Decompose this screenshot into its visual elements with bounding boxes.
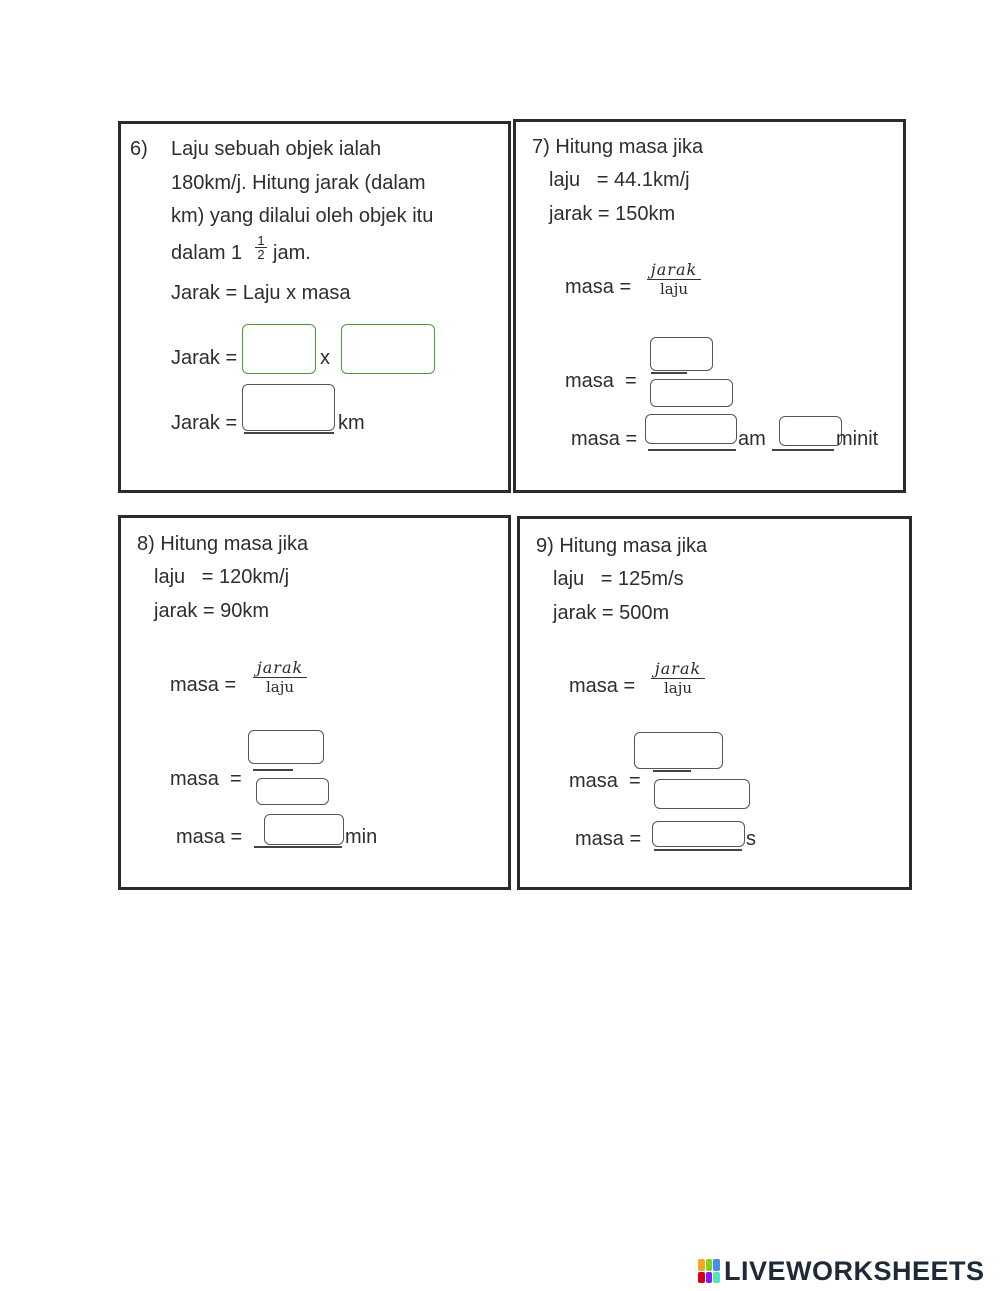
logo-tile <box>706 1272 713 1284</box>
question-9-answer-input[interactable] <box>652 821 745 847</box>
question-8-fraction-bar <box>253 769 293 771</box>
question-9-formula-label: masa = <box>569 675 636 697</box>
formula-numerator: jarak <box>650 260 698 279</box>
logo-tile <box>713 1272 720 1284</box>
question-8-answer-underline <box>254 846 342 848</box>
question-7-formula-label: masa = <box>565 276 632 298</box>
question-9-fraction-bar <box>653 770 691 772</box>
question-6-half-fraction <box>255 234 267 261</box>
question-7-formula-fraction <box>647 261 701 298</box>
liveworksheets-logo-icon <box>698 1259 720 1283</box>
question-7-card <box>513 119 906 493</box>
question-6-km-unit: km <box>338 412 365 434</box>
half-fraction-denominator: 2 <box>255 247 267 261</box>
question-8-card <box>118 515 511 890</box>
question-8-jarak: jarak = 90km <box>154 600 270 622</box>
question-7-jam-underline <box>648 449 736 451</box>
question-9-laju: laju = 125m/s <box>553 568 684 590</box>
question-8-denominator-input[interactable] <box>256 778 329 805</box>
question-8-min-unit: min <box>345 826 378 848</box>
question-8-formula-label: masa = <box>170 674 237 696</box>
question-7-jarak: jarak = 150km <box>549 203 676 225</box>
logo-tile <box>713 1259 720 1271</box>
question-8-title: 8) Hitung masa jika <box>137 533 309 555</box>
question-7-denominator-input[interactable] <box>650 379 733 407</box>
logo-tile <box>706 1259 713 1271</box>
question-9-row1-label: masa = <box>569 770 641 792</box>
question-7-minit-input[interactable] <box>779 416 842 446</box>
question-6-card <box>118 121 511 493</box>
question-6-line-1: Laju sebuah objek ialah <box>171 138 382 160</box>
question-8-row2-label: masa = <box>176 826 243 848</box>
question-7-title: 7) Hitung masa jika <box>532 136 704 158</box>
question-6-jarak-answer-input[interactable] <box>242 384 335 431</box>
question-6-line-4-pre: dalam 1 <box>171 242 243 264</box>
formula-numerator: jarak <box>654 659 702 678</box>
question-6-answer-underline <box>244 432 334 434</box>
question-8-laju: laju = 120km/j <box>154 566 290 588</box>
question-9-row2-label: masa = <box>575 828 642 850</box>
question-9-title: 9) Hitung masa jika <box>536 535 708 557</box>
question-7-jam-unit: am <box>738 428 766 450</box>
question-7-minit-underline <box>772 449 834 451</box>
logo-tile <box>698 1272 705 1284</box>
question-6-multiply-sign: x <box>320 347 330 369</box>
question-9-s-unit: s <box>746 828 756 850</box>
question-6-row2-label: Jarak = <box>171 412 238 434</box>
question-7-jam-input[interactable] <box>645 414 737 444</box>
question-6-laju-input[interactable] <box>242 324 316 374</box>
question-7-numerator-input[interactable] <box>650 337 713 371</box>
question-6-line-4-post: jam. <box>273 242 311 264</box>
question-6-formula: Jarak = Laju x masa <box>171 282 351 304</box>
half-fraction-numerator: 1 <box>257 233 265 248</box>
question-7-minit-unit: minit <box>836 428 879 450</box>
question-7-row1-label: masa = <box>565 370 637 392</box>
formula-denominator: laju <box>253 677 307 696</box>
question-9-answer-underline <box>654 849 742 851</box>
formula-denominator: laju <box>647 279 701 298</box>
question-9-numerator-input[interactable] <box>634 732 723 769</box>
formula-numerator: jarak <box>256 658 304 677</box>
question-7-row2-label: masa = <box>571 428 638 450</box>
liveworksheets-logo-text: LIVEWORKSHEETS <box>724 1255 985 1286</box>
formula-denominator: laju <box>651 678 705 697</box>
question-9-formula-fraction <box>651 660 705 697</box>
question-9-denominator-input[interactable] <box>654 779 750 809</box>
question-8-numerator-input[interactable] <box>248 730 324 764</box>
logo-tile <box>698 1259 705 1271</box>
question-7-fraction-bar <box>651 372 687 374</box>
question-9-jarak: jarak = 500m <box>553 602 670 624</box>
question-6-line-3: km) yang dilalui oleh objek itu <box>171 205 434 227</box>
question-6-masa-input[interactable] <box>341 324 435 374</box>
question-6-number: 6) <box>130 138 148 160</box>
question-6-row1-label: Jarak = <box>171 347 238 369</box>
question-7-laju: laju = 44.1km/j <box>549 169 690 191</box>
question-8-answer-input[interactable] <box>264 814 344 845</box>
question-6-line-2: 180km/j. Hitung jarak (dalam <box>171 172 426 194</box>
question-9-card <box>517 516 912 890</box>
question-8-row1-label: masa = <box>170 768 242 790</box>
liveworksheets-logo <box>698 1256 985 1286</box>
question-8-formula-fraction <box>253 659 307 696</box>
